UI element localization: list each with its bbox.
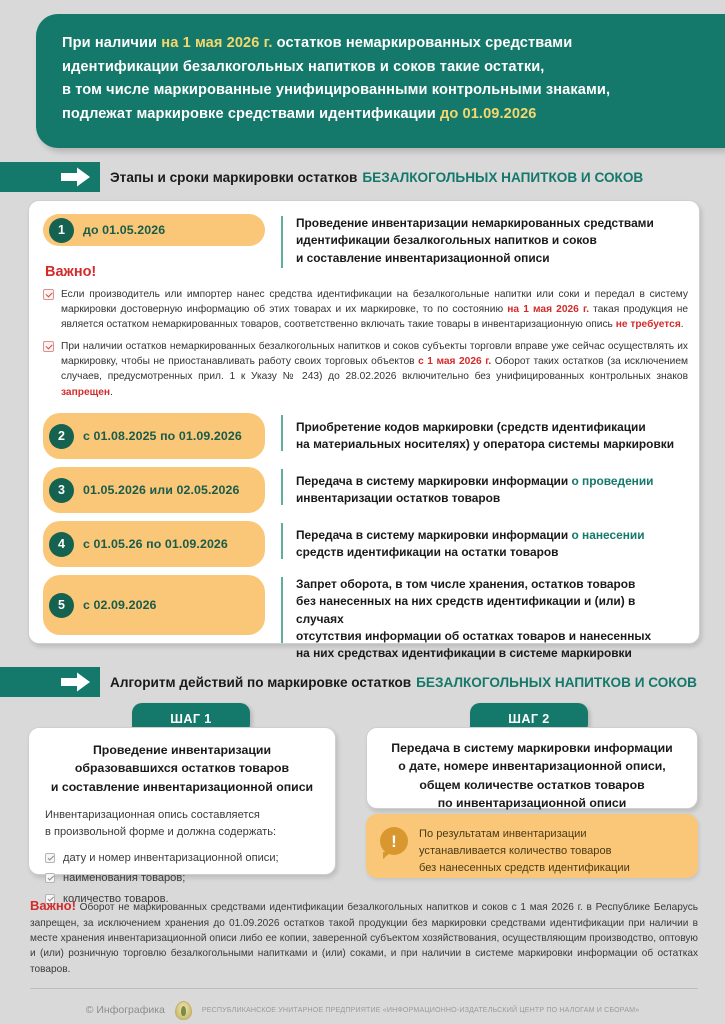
important-item-1 (43, 287, 688, 332)
banner-line-3: в том числе маркированные унифицированными контрольными знаками, (62, 82, 611, 99)
stage-4-text-l2: средств идентификации на остатки товаров (296, 545, 559, 560)
belarus-emblem-icon (175, 1001, 192, 1020)
stage-3-text-a: Передача в систему маркировки информации (296, 474, 572, 488)
stage-1-date: до 01.05.2026 (83, 223, 166, 237)
banner-line-4 (62, 103, 709, 127)
step-1-card (28, 727, 336, 905)
step-2-heading (367, 739, 697, 813)
stage-2-text-l2: на материальных носителях) у оператора системы маркировки (296, 437, 675, 452)
imp2-b: Оборот таких остатков (за исключением случаев, предусмотренных прил. 1 к Указу № 243) до 28.02.2026 включительно без унифицированных контрольных знаков (61, 356, 689, 383)
step-2-head-l1: Передача в систему маркировки информации (391, 741, 673, 755)
step-2-note-l2: устанавливается количество товаров (419, 845, 612, 858)
imp2-hl2: запрещен (61, 386, 111, 398)
stage-3-number: 3 (49, 478, 74, 503)
step-1-head-l1: Проведение инвентаризации (92, 743, 272, 757)
step-1-tab[interactable]: ШАГ 1 (132, 703, 250, 734)
stage-5-text-l3: отсутствия информации об остатках товаров и нанесенных (296, 628, 652, 643)
section1-title-green: БЕЗАЛКОГОЛЬНЫХ НАПИТКОВ И СОКОВ (362, 169, 644, 185)
stage-3-pill[interactable] (43, 467, 265, 513)
banner-line1-b: остатков немаркированных средствами (272, 35, 573, 51)
step-2-card (366, 727, 698, 809)
imp2-hl1: с 1 мая 2026 г. (418, 356, 492, 368)
stage-3-date: 01.05.2026 или 02.05.2026 (83, 483, 240, 497)
important-label: Важно! (45, 264, 97, 280)
stage-1-divider (281, 216, 283, 268)
section2-title (110, 667, 697, 697)
stage-5-divider (281, 577, 283, 643)
section1-title-plain: Этапы и сроки маркировки остатков (110, 169, 358, 185)
banner-line1-a: При наличии (62, 35, 162, 51)
footer-copyright: © Инфографика (85, 1004, 165, 1016)
footer (0, 996, 725, 1024)
important-item-1-text (61, 287, 688, 332)
banner-line1-highlight: на 1 мая 2026 г. (161, 35, 273, 51)
stage-5-text-l2: без нанесенных на них средств идентификации и (или) в случаях (296, 594, 636, 626)
step-1-list-item-2: наименования товаров; (63, 872, 186, 885)
imp2-c: . (110, 386, 113, 398)
important-item-2 (43, 339, 688, 399)
stage-3-text-l1 (296, 473, 654, 490)
banner-line-2: идентификации безалкогольных напитков и соков такие остатки, (62, 58, 545, 75)
important-item-2-text (61, 339, 688, 399)
stage-4-pill[interactable] (43, 521, 265, 567)
bottom-important-label: Важно! (30, 898, 76, 913)
banner-line4-highlight: до 01.09.2026 (439, 105, 537, 122)
stage-1-number: 1 (49, 218, 74, 243)
step-1-body (29, 807, 335, 907)
stage-4-text-l1 (296, 527, 645, 544)
section1-arrow-bar (0, 162, 100, 192)
bottom-important-text (30, 896, 698, 977)
stage-2-divider (281, 415, 283, 451)
section-header-stages (0, 162, 725, 192)
stage-5-text (296, 575, 683, 662)
step-2-head-l2: о дате, номере инвентаризационной описи, (398, 759, 666, 774)
section1-title (110, 162, 643, 192)
stage-4-text (296, 521, 645, 562)
stage-2-text-l1: Приобретение кодов маркировки (средств идентификации (296, 420, 646, 434)
stage-row-3 (43, 467, 683, 513)
stage-5-text-l1: Запрет оборота, в том числе хранения, остатков товаров (296, 577, 636, 591)
checkbox-checked-icon (45, 853, 55, 863)
imp1-c: . (680, 319, 684, 331)
step-1-list-item-3: количество товаров. (63, 892, 169, 905)
step-2-note-l1: По результатам инвентаризации (419, 828, 587, 840)
step-1-heading (29, 741, 335, 796)
step-2-head-l4: по инвентаризационной описи (437, 796, 627, 811)
stage-1-text-l2: идентификации безалкогольных напитков и соков (296, 233, 597, 248)
banner-line-1 (62, 32, 709, 56)
imp1-hl2: не требуется (615, 319, 681, 331)
stage-1-pill[interactable] (43, 214, 265, 246)
exclamation-icon (380, 827, 408, 855)
stage-2-pill[interactable] (43, 413, 265, 459)
top-banner (36, 14, 725, 148)
step-1-list-item-1: дату и номер инвентаризационной описи; (63, 851, 279, 864)
stages-card (28, 200, 700, 660)
step-2-note-l3: без нанесенных средств идентификации (419, 862, 630, 875)
stage-row-4 (43, 521, 683, 567)
stage-2-text (296, 413, 674, 454)
arrow-right-icon (61, 167, 91, 187)
checkbox-checked-icon (43, 289, 54, 300)
stage-4-date: с 01.05.26 по 01.09.2026 (83, 537, 228, 551)
stage-5-number: 5 (49, 593, 74, 618)
step-1-body-l1: Инвентаризационная опись составляется (45, 809, 260, 822)
checkbox-checked-icon (43, 341, 54, 352)
stage-3-text (296, 467, 654, 508)
stage-4-number: 4 (49, 532, 74, 557)
stage-4-text-a: Передача в систему маркировки информации (296, 528, 572, 542)
stage-3-divider (281, 469, 283, 505)
section2-title-green: БЕЗАЛКОГОЛЬНЫХ НАПИТКОВ И СОКОВ (416, 674, 697, 690)
imp1-hl1: на 1 мая 2026 г. (507, 304, 590, 316)
stage-3-text-highlight: о проведении (571, 474, 654, 488)
section2-arrow-bar (0, 667, 100, 697)
stage-row-5 (43, 575, 683, 662)
stage-1-text-l3: и составление инвентаризационной описи (296, 250, 550, 265)
stage-4-divider (281, 523, 283, 559)
stage-1-text-l1: Проведение инвентаризации немаркированных средствами (296, 216, 654, 230)
stage-5-pill[interactable] (43, 575, 265, 635)
list-item (45, 870, 319, 887)
stage-2-date: с 01.08.2025 по 01.09.2026 (83, 429, 242, 443)
stage-4-text-highlight: о нанесении (571, 528, 645, 542)
arrow-right-icon (61, 672, 91, 692)
step-2-head-l3: общем количестве остатков товаров (419, 777, 645, 792)
section2-title-plain: Алгоритм действий по маркировке остатков (110, 674, 412, 690)
bottom-important-body: Оборот не маркированных средствами идентификации безалкогольных напитков и соков с 1 мая 2026 г. в Республике Беларусь запрещен, за исключением хранения до 01.09.2026 остатков такой продукции без маркировки средствами идентификации при наличии в месте хранения инвентаризационной описи либо ее копии, заверенной субъектом хозяйствования, осуществляющим производство, оптовую и (или) розничную торговлю безалкогольными напитками и (или) соками, и при наличии в системе маркировки информации об остатках товаров. (30, 902, 698, 975)
imp2-a: При наличии остатков немаркированных безалкогольных напитков и соков субъекты торговли вправе уже сейчас осуществлять их маркировку, чтобы не приостанавливать работу своих торговых объектов (61, 341, 688, 368)
footer-divider (30, 988, 698, 989)
stage-3-text-l2: инвентаризации остатков товаров (296, 491, 501, 506)
top-banner-text (36, 14, 725, 127)
section-header-algorithm (0, 667, 725, 697)
list-item (45, 850, 319, 867)
stage-5-text-l4: на них средствах идентификации в системе маркировки (296, 646, 632, 660)
imp1-a: Если производитель или импортер нанес средства идентификации на безалкогольные напитки или соки и передал в систему маркировки достоверную информацию об этих товарах и их маркировке, то по состоянию (61, 289, 688, 316)
checkbox-checked-icon (45, 873, 55, 883)
footer-organization: РЕСПУБЛИКАНСКОЕ УНИТАРНОЕ ПРЕДПРИЯТИЕ «ИНФОРМАЦИОННО-ИЗДАТЕЛЬСКИЙ ЦЕНТР ПО НАЛОГАМ И СБОРАМ» (201, 1006, 640, 1014)
stage-row-1 (43, 214, 683, 268)
step-2-note-text (419, 826, 630, 878)
step-1-head-l2: образовавшихся остатков товаров (74, 761, 290, 776)
step-2-tab[interactable]: ШАГ 2 (470, 703, 588, 734)
stage-5-date: с 02.09.2026 (83, 598, 157, 612)
imp1-b: такая продукция не является остатком немаркированных товаров, соответственно включать такие товары в инвентаризационную опись (61, 304, 688, 331)
stage-1-text (296, 214, 654, 267)
stage-row-2 (43, 413, 683, 459)
important-checklist (43, 287, 688, 407)
stage-2-number: 2 (49, 424, 74, 449)
step-1-head-l3: и составление инвентаризационной описи (50, 779, 314, 794)
step-2-note (366, 814, 698, 878)
banner-line4-a: подлежат маркировке средствами идентификации (62, 105, 440, 122)
step-1-body-l2: в произвольной форме и должна содержать: (45, 825, 277, 838)
